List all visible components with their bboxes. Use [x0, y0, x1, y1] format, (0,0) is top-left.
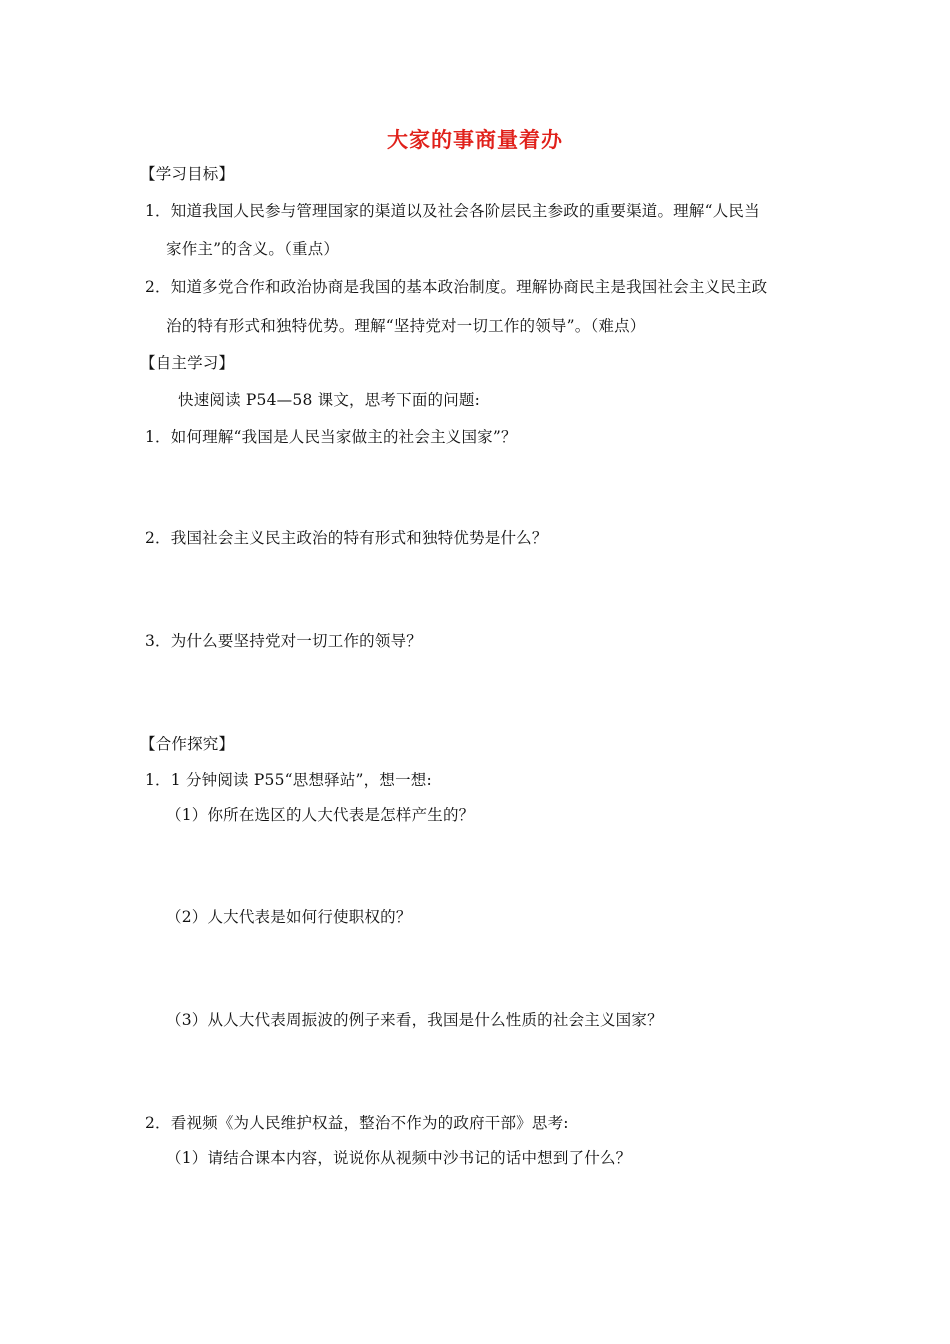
goal-item-2-line-1: 2．知道多党合作和政治协商是我国的基本政治制度。理解协商民主是我国社会主义民主政: [145, 278, 768, 296]
self-study-question-2: 2．我国社会主义民主政治的特有形式和独特优势是什么？: [145, 529, 548, 547]
coop-task-2-question-1: （1）请结合课本内容，说说你从视频中沙书记的话中想到了什么？: [166, 1149, 632, 1167]
coop-task-1: 1．1 分钟阅读 P55“思想驿站”，想一想:: [145, 771, 432, 789]
goal-item-1-line-2: 家作主”的含义。（重点）: [166, 240, 340, 258]
self-study-question-1: 1．如何理解“我国是人民当家做主的社会主义国家”？: [145, 428, 517, 446]
section-heading-goals: 【学习目标】: [140, 165, 235, 183]
coop-task-1-question-2: （2）人大代表是如何行使职权的？: [166, 908, 412, 926]
goal-item-2-line-2: 治的特有形式和独特优势。理解“坚持党对一切工作的领导”。（难点）: [166, 317, 646, 335]
goal-item-1-line-1: 1．知道我国人民参与管理国家的渠道以及社会各阶层民主参政的重要渠道。理解“人民当: [145, 202, 760, 220]
coop-task-2: 2．看视频《为人民维护权益，整治不作为的政府干部》思考:: [145, 1114, 569, 1132]
self-study-intro: 快速阅读 P54—58 课文，思考下面的问题:: [178, 391, 481, 409]
section-heading-self-study: 【自主学习】: [140, 354, 235, 372]
coop-task-1-question-3: （3）从人大代表周振波的例子来看，我国是什么性质的社会主义国家？: [166, 1011, 663, 1029]
self-study-question-3: 3．为什么要坚持党对一切工作的领导？: [145, 632, 422, 650]
page-title: 大家的事商量着办: [387, 128, 563, 152]
section-heading-cooperation: 【合作探究】: [140, 735, 235, 753]
coop-task-1-question-1: （1）你所在选区的人大代表是怎样产生的？: [166, 806, 475, 824]
